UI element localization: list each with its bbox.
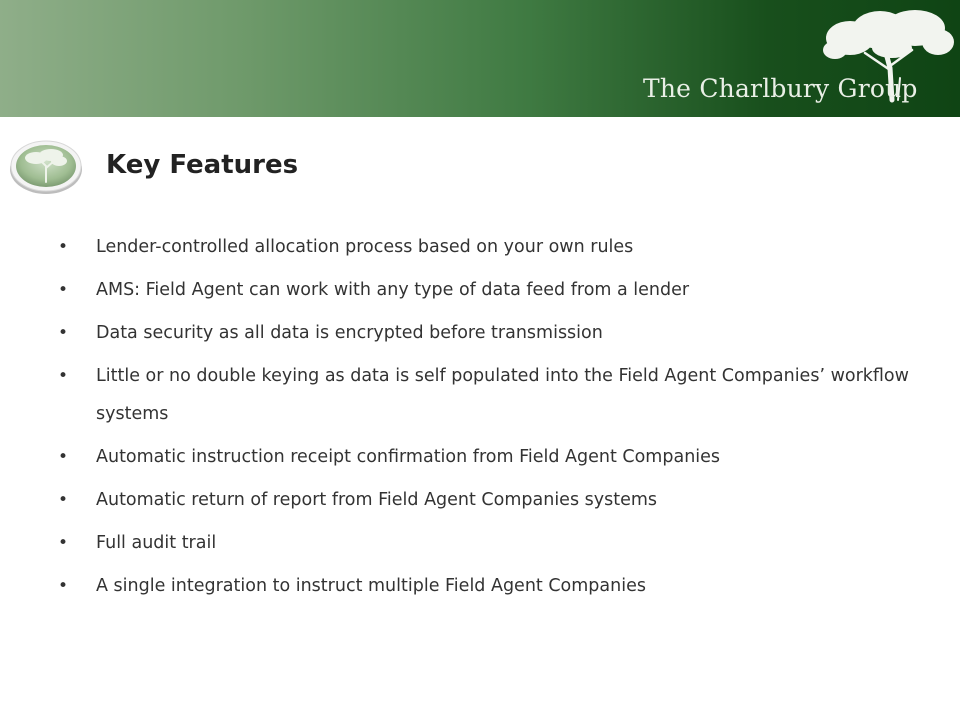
list-item [58,314,918,352]
bullet-text: Automatic instruction receipt confirmation from Field Agent Companies [96,447,721,467]
bullet-text: Little or no double keying as data is self populated into the Field Agent Companies’ workflow systems [96,366,909,424]
bullet-icon: • [58,323,69,343]
list-item [58,357,918,433]
bullet-text: A single integration to instruct multiple Field Agent Companies [96,576,646,596]
bullet-icon: • [58,490,69,510]
brand-name: The Charlbury Group [643,74,918,103]
bullet-text: Full audit trail [96,533,217,553]
list-item [58,481,918,519]
bullet-icon: • [58,366,69,386]
bullet-text: Lender-controlled allocation process based on your own rules [96,237,634,257]
header-banner [0,0,960,117]
bullet-text: Automatic return of report from Field Agent Companies systems [96,490,658,510]
bullet-icon: • [58,576,69,596]
list-item [58,271,918,309]
bullet-text: AMS: Field Agent can work with any type of data feed from a lender [96,280,690,300]
list-item [58,567,918,605]
slide-title: Key Features [106,150,299,180]
features-list [58,228,918,610]
list-item [58,438,918,476]
list-item [58,524,918,562]
bullet-icon: • [58,237,69,257]
list-item [58,228,918,266]
bullet-text: Data security as all data is encrypted before transmission [96,323,603,343]
tree-badge-icon [6,136,86,196]
bullet-icon: • [58,280,69,300]
bullet-icon: • [58,533,69,553]
bullet-icon: • [58,447,69,467]
